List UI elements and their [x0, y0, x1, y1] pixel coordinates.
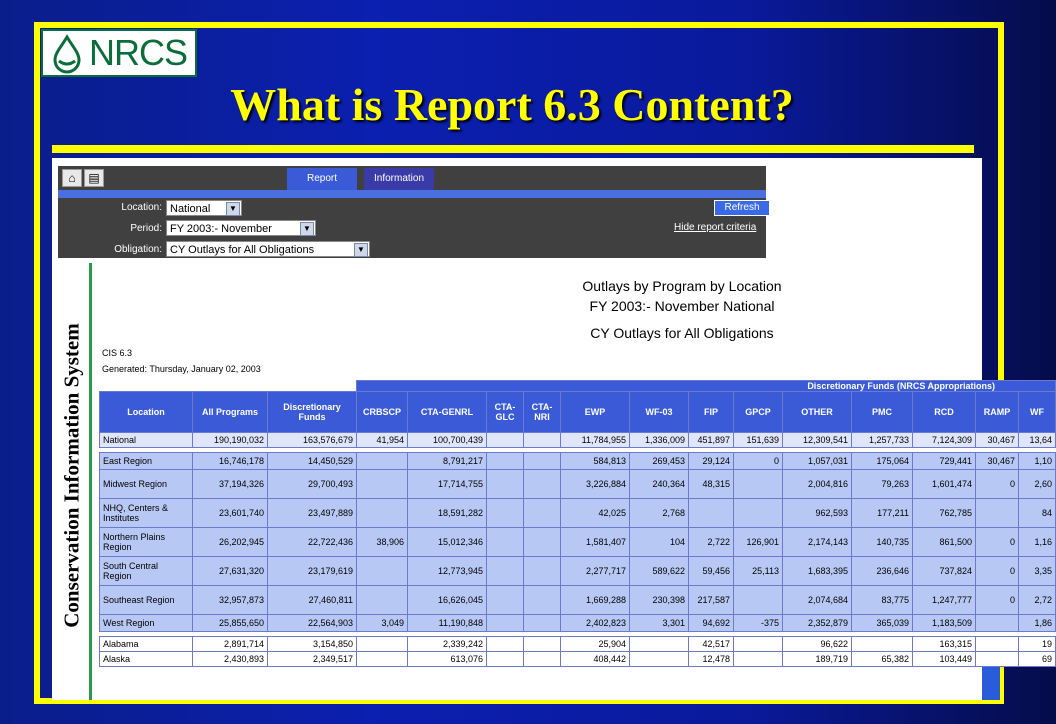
table-cell: 83,775	[852, 586, 913, 615]
table-cell: 2,891,714	[193, 637, 268, 652]
table-cell	[734, 499, 783, 528]
table-cell: 589,622	[630, 557, 689, 586]
refresh-button[interactable]: Refresh	[714, 200, 770, 216]
chevron-down-icon[interactable]: ▼	[300, 222, 314, 236]
row-location: Midwest Region	[100, 470, 193, 499]
report-table	[99, 380, 1056, 667]
row-location: Alaska	[100, 652, 193, 667]
table-cell: 1,86	[1019, 615, 1056, 632]
location-label: Location:	[121, 202, 162, 213]
table-cell	[487, 528, 524, 557]
report-obligation-title: CY Outlays for All Obligations	[590, 325, 774, 341]
table-cell: 2,277,717	[561, 557, 630, 586]
table-cell: 12,478	[689, 652, 734, 667]
table-cell: 2,430,893	[193, 652, 268, 667]
table-cell	[487, 615, 524, 632]
table-cell: 0	[976, 528, 1019, 557]
table-cell: 12,309,541	[783, 433, 852, 448]
tab-information[interactable]: Information	[364, 168, 434, 190]
report-screenshot	[52, 158, 1052, 700]
column-header: All Programs	[193, 392, 268, 433]
group-header: Discretionary Funds (NRCS Appropriations)	[357, 381, 1056, 392]
table-cell	[524, 586, 561, 615]
table-cell: 3,049	[357, 615, 408, 632]
column-header: RCD	[913, 392, 976, 433]
table-cell: 65,382	[852, 652, 913, 667]
table-cell	[487, 637, 524, 652]
row-location: West Region	[100, 615, 193, 632]
generated-date: Generated: Thursday, January 02, 2003	[102, 364, 261, 374]
location-select[interactable]	[166, 200, 242, 216]
table-row	[100, 637, 1056, 652]
table-cell: 2,339,242	[408, 637, 487, 652]
table-cell: 2,722	[689, 528, 734, 557]
table-cell: 1,257,733	[852, 433, 913, 448]
table-cell: 365,039	[852, 615, 913, 632]
table-cell: 189,719	[783, 652, 852, 667]
table-cell	[357, 453, 408, 470]
table-cell	[357, 586, 408, 615]
table-row	[100, 652, 1056, 667]
table-cell: 962,593	[783, 499, 852, 528]
table-cell	[357, 470, 408, 499]
report-code: CIS 6.3	[102, 348, 133, 358]
table-cell: 163,315	[913, 637, 976, 652]
chevron-down-icon[interactable]: ▼	[226, 202, 240, 216]
row-location: East Region	[100, 453, 193, 470]
table-cell: 3,154,850	[268, 637, 357, 652]
table-cell: 1,669,288	[561, 586, 630, 615]
table-cell: 2,60	[1019, 470, 1056, 499]
table-cell	[734, 652, 783, 667]
table-cell	[976, 615, 1019, 632]
table-cell	[487, 557, 524, 586]
table-cell	[357, 499, 408, 528]
table-cell: 22,564,903	[268, 615, 357, 632]
table-cell: 27,460,811	[268, 586, 357, 615]
table-cell: 14,450,529	[268, 453, 357, 470]
side-caption	[52, 263, 90, 700]
row-location: NHQ, Centers & Institutes	[100, 499, 193, 528]
logo-text: NRCS	[89, 32, 188, 73]
table-row	[100, 615, 1056, 632]
row-location: Southeast Region	[100, 586, 193, 615]
table-cell: 96,622	[783, 637, 852, 652]
column-header-row	[100, 392, 1056, 433]
table-cell	[976, 637, 1019, 652]
table-cell	[487, 586, 524, 615]
table-cell: 1,336,009	[630, 433, 689, 448]
print-icon[interactable]: ▤	[84, 169, 104, 187]
table-cell: 762,785	[913, 499, 976, 528]
table-cell: 236,646	[852, 557, 913, 586]
tab-report[interactable]: Report	[287, 168, 357, 190]
obligation-select[interactable]	[166, 241, 370, 257]
report-criteria	[58, 198, 766, 258]
obligation-value: CY Outlays for All Obligations	[170, 244, 315, 256]
table-cell	[524, 528, 561, 557]
table-row	[100, 499, 1056, 528]
table-cell: 25,113	[734, 557, 783, 586]
table-cell: 25,904	[561, 637, 630, 652]
row-location: Northern Plains Region	[100, 528, 193, 557]
table-cell: 126,901	[734, 528, 783, 557]
table-cell: 37,194,326	[193, 470, 268, 499]
table-cell	[524, 557, 561, 586]
column-header: EWP	[561, 392, 630, 433]
slide-title: What is Report 6.3 Content?	[230, 79, 794, 130]
table-cell: 59,456	[689, 557, 734, 586]
column-header: CRBSCP	[357, 392, 408, 433]
table-cell: 8,791,217	[408, 453, 487, 470]
table-cell: 0	[976, 470, 1019, 499]
table-cell: 584,813	[561, 453, 630, 470]
report-body	[100, 433, 1056, 667]
table-cell: 0	[976, 557, 1019, 586]
table-cell: 23,601,740	[193, 499, 268, 528]
table-cell: 103,449	[913, 652, 976, 667]
table-cell: 2,352,879	[783, 615, 852, 632]
table-cell	[976, 652, 1019, 667]
table-cell: 11,784,955	[561, 433, 630, 448]
table-cell: 22,722,436	[268, 528, 357, 557]
column-header: OTHER	[783, 392, 852, 433]
table-cell: 16,746,178	[193, 453, 268, 470]
table-cell: 1,683,395	[783, 557, 852, 586]
table-cell	[976, 499, 1019, 528]
table-cell	[487, 499, 524, 528]
table-cell: 2,349,517	[268, 652, 357, 667]
table-cell: 163,576,679	[268, 433, 357, 448]
table-cell: 30,467	[976, 453, 1019, 470]
toolbar	[58, 166, 766, 190]
table-cell: 13,64	[1019, 433, 1056, 448]
column-header: CTA-GLC	[487, 392, 524, 433]
column-header: Discretionary Funds	[268, 392, 357, 433]
table-cell: 861,500	[913, 528, 976, 557]
table-cell: 84	[1019, 499, 1056, 528]
table-cell: 94,692	[689, 615, 734, 632]
table-cell: 451,897	[689, 433, 734, 448]
table-cell: 42,517	[689, 637, 734, 652]
table-cell	[487, 470, 524, 499]
report-title: Outlays by Program by Location	[582, 278, 782, 294]
table-cell: 408,442	[561, 652, 630, 667]
table-cell: 104	[630, 528, 689, 557]
table-cell: 18,591,282	[408, 499, 487, 528]
table-row	[100, 528, 1056, 557]
table-cell: 41,954	[357, 433, 408, 448]
table-cell	[524, 433, 561, 448]
table-cell	[524, 453, 561, 470]
table-cell: 140,735	[852, 528, 913, 557]
table-cell: 23,497,889	[268, 499, 357, 528]
obligation-label: Obligation:	[114, 244, 162, 255]
table-cell: 1,16	[1019, 528, 1056, 557]
table-cell: 69	[1019, 652, 1056, 667]
table-cell	[487, 433, 524, 448]
column-header: PMC	[852, 392, 913, 433]
table-row	[100, 557, 1056, 586]
table-cell: 177,211	[852, 499, 913, 528]
table-cell: 3,226,884	[561, 470, 630, 499]
table-cell	[734, 637, 783, 652]
side-caption-text: Conservation Information System	[59, 323, 84, 628]
table-row	[100, 433, 1056, 448]
table-cell: 1,057,031	[783, 453, 852, 470]
table-cell	[689, 499, 734, 528]
table-cell: 48,315	[689, 470, 734, 499]
table-cell: 79,263	[852, 470, 913, 499]
table-cell: 1,581,407	[561, 528, 630, 557]
table-cell: 17,714,755	[408, 470, 487, 499]
table-cell: 26,202,945	[193, 528, 268, 557]
table-cell: 175,064	[852, 453, 913, 470]
table-cell	[524, 652, 561, 667]
table-cell: 240,364	[630, 470, 689, 499]
table-cell: 100,700,439	[408, 433, 487, 448]
period-value: FY 2003:- November	[170, 223, 272, 235]
column-header: CTA-GENRL	[408, 392, 487, 433]
table-cell	[734, 470, 783, 499]
hide-criteria-link[interactable]: Hide report criteria	[674, 222, 757, 233]
table-cell	[357, 557, 408, 586]
column-header: WF	[1019, 392, 1056, 433]
table-cell	[524, 615, 561, 632]
table-cell: 2,004,816	[783, 470, 852, 499]
table-cell: 29,124	[689, 453, 734, 470]
table-cell: 1,601,474	[913, 470, 976, 499]
side-divider	[89, 263, 92, 700]
table-cell: 217,587	[689, 586, 734, 615]
table-cell: 2,768	[630, 499, 689, 528]
table-cell: 2,174,143	[783, 528, 852, 557]
table-cell: 32,957,873	[193, 586, 268, 615]
period-label: Period:	[130, 223, 162, 234]
row-location: Alabama	[100, 637, 193, 652]
table-cell: 38,906	[357, 528, 408, 557]
table-cell	[357, 637, 408, 652]
column-header: FIP	[689, 392, 734, 433]
table-cell: 0	[734, 453, 783, 470]
table-cell: 269,453	[630, 453, 689, 470]
table-row	[100, 470, 1056, 499]
table-cell	[524, 637, 561, 652]
table-cell	[734, 586, 783, 615]
table-cell: 27,631,320	[193, 557, 268, 586]
table-cell: 2,074,684	[783, 586, 852, 615]
table-cell: 729,441	[913, 453, 976, 470]
column-header: RAMP	[976, 392, 1019, 433]
table-cell	[630, 652, 689, 667]
table-cell: 42,025	[561, 499, 630, 528]
table-cell: -375	[734, 615, 783, 632]
group-header-row	[100, 381, 1056, 392]
table-cell: 2,402,823	[561, 615, 630, 632]
row-location: National	[100, 433, 193, 448]
period-select[interactable]	[166, 220, 316, 236]
table-cell: 613,076	[408, 652, 487, 667]
chevron-down-icon[interactable]: ▼	[354, 243, 368, 257]
table-cell	[487, 453, 524, 470]
title-rule	[52, 145, 974, 153]
table-cell	[524, 470, 561, 499]
home-icon[interactable]: ⌂	[62, 169, 82, 187]
row-location: South Central Region	[100, 557, 193, 586]
table-cell: 0	[976, 586, 1019, 615]
table-cell	[630, 637, 689, 652]
table-cell: 3,301	[630, 615, 689, 632]
table-cell: 3,35	[1019, 557, 1056, 586]
table-cell: 190,190,032	[193, 433, 268, 448]
table-cell: 1,247,777	[913, 586, 976, 615]
table-cell: 12,773,945	[408, 557, 487, 586]
table-row	[100, 586, 1056, 615]
column-header: Location	[100, 392, 193, 433]
report-subtitle: FY 2003:- November National	[589, 298, 775, 314]
table-cell: 7,124,309	[913, 433, 976, 448]
table-cell	[357, 652, 408, 667]
table-cell: 737,824	[913, 557, 976, 586]
table-cell	[852, 637, 913, 652]
table-cell: 30,467	[976, 433, 1019, 448]
table-cell	[524, 499, 561, 528]
table-row	[100, 453, 1056, 470]
header-spacer	[100, 381, 357, 392]
table-cell: 25,855,650	[193, 615, 268, 632]
table-cell: 2,72	[1019, 586, 1056, 615]
table-cell: 23,179,619	[268, 557, 357, 586]
table-cell	[487, 652, 524, 667]
table-cell: 16,626,045	[408, 586, 487, 615]
column-header: GPCP	[734, 392, 783, 433]
location-value: National	[170, 203, 211, 215]
table-cell: 1,10	[1019, 453, 1056, 470]
table-cell: 230,398	[630, 586, 689, 615]
column-header: CTA-NRI	[524, 392, 561, 433]
table-cell: 15,012,346	[408, 528, 487, 557]
nrcs-logo	[41, 29, 197, 77]
table-cell: 29,700,493	[268, 470, 357, 499]
water-drop-icon	[47, 33, 87, 73]
table-cell: 151,639	[734, 433, 783, 448]
table-cell: 19	[1019, 637, 1056, 652]
table-cell: 11,190,848	[408, 615, 487, 632]
column-header: WF-03	[630, 392, 689, 433]
toolbar-divider	[58, 190, 766, 198]
table-cell: 1,183,509	[913, 615, 976, 632]
